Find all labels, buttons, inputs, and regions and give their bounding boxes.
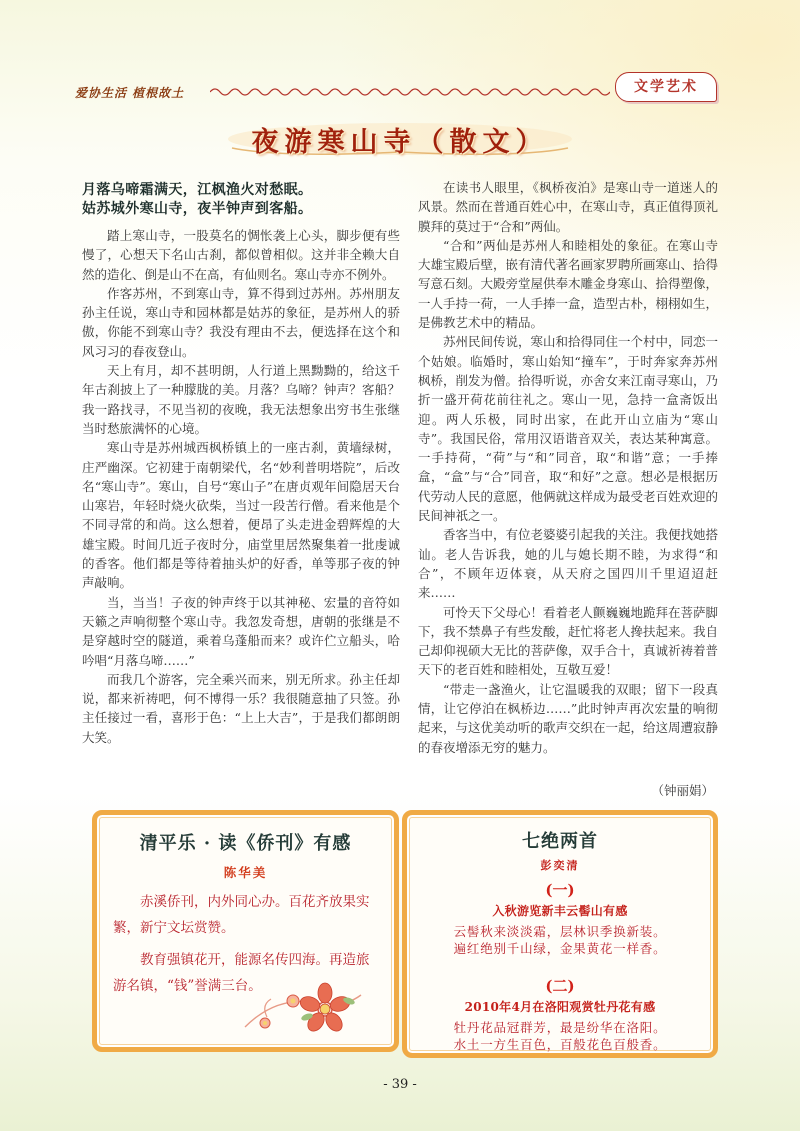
article-column-left [82,226,400,747]
paragraph: 踏上寒山寺，一股莫名的惆怅袭上心头，脚步便有些慢了，心想天下名山古刹，都似曾相似。这并非全赖大自然的造化、倒是山不在高，有仙则名。寒山寺亦不例外。 [82,228,400,282]
poem-line: 水土一方生百色，百般花色百般香。 [453,1037,667,1052]
paragraph: 作客苏州，不到寒山寺，算不得到过苏州。苏州朋友孙主任说，寒山寺和园林都是姑苏的象征，是苏州人的骄傲，你能不到寒山寺？我没有理由不去，便选择在这个和风习习的春夜登山。 [82,285,400,359]
paragraph: 在读书人眼里，《枫桥夜泊》是寒山寺一道迷人的风景。然而在普通百姓心中，在寒山寺，真正值得顶礼膜拜的莫过于“合和”两仙。 [418,180,719,234]
lead-poem [82,181,412,219]
poem-line: 云髻秋来淡淡霜，层林识季换新装。 [453,924,667,939]
poem-paragraph: 赤溪侨刊，内外同心办。百花齐放果实繁，新宁文坛赏赞。 [113,894,370,936]
box-author: 陈华美 [223,865,268,880]
paragraph: 可怜天下父母心！看着老人颤巍巍地跪拜在菩萨脚下，我不禁鼻子有些发酸，赶忙将老人搀扶起来。我自己却仰视硕大无比的菩萨像，双手合十，真诚祈祷着普天下的老百姓和睦相处，互敬互爱！ [418,604,719,678]
paragraph: “带走一盏渔火，让它温暖我的双眼；留下一段真情，让它停泊在枫桥边……”此时钟声再次宏量的响彻起来，与这优美动听的歌声交织在一起，给这周遭寂静的春夜增添无穷的魅力。 [418,681,719,755]
poem-subtitle: 2010年4月在洛阳观赏牡丹花有感 [464,1000,656,1014]
paragraph: 苏州民间传说，寒山和拾得同住一个村中，同恋一个姑娘。临婚时，寒山始知“撞车”，于时奔家奔苏州枫桥，削发为僧。拾得听说，亦舍女来江南寻寒山，乃折一盛开荷花前往礼之。寒山一见，急持一盒斋饭出迎。两人乐极，同时出家，在此开山立庙为“寒山寺”。我国民俗，常用汉语谐音双关，表达某种寓意。一手持荷，“荷”与“和”同音，取“和谐”意；一手捧盒，“盒”与“合”同音，取“和好”之意。想必是根据历代劳动人民的意愿，他俩就这样成为最受老百姓欢迎的民间神祇之一。 [418,334,719,524]
poem-line: 牡丹花品冠群芳，最是纷华在洛阳。 [453,1020,667,1035]
poem-number: (一) [545,881,575,899]
paragraph: 寒山寺是苏州城西枫桥镇上的一座古刹，黄墙绿树，庄严幽深。它初建于南朝梁代，名“妙利普明塔院”，后改名“寒山寺”。寒山，自号“寒山子”在唐贞观年间隐居天台山寒岩，年轻时烧火砍柴，当过一段苦行僧。看来他是个不同寻常的和尚。这么想着，便昂了头走进金碧辉煌的大雄宝殿。时间几近子夜时分，庙堂里居然聚集着一批虔诚的香客。他们都是等待着抽头炉的好香，单等那子夜的钟声敲响。 [82,440,400,591]
page-title: 夜游寒山寺（散文） [251,127,549,158]
section-tab: 文学艺术 [615,72,717,102]
flower-ornament-icon [237,965,367,1043]
paragraph: “合和”两仙是苏州人和睦相处的象征。在寒山寺大雄宝殿后壁，嵌有清代著名画家罗聘所画寒山、拾得写意石刻。大殿旁堂屋供奉木雕金身寒山、拾得塑像，一人手持一荷，一人手捧一盒，造型古朴，栩栩如生，是佛教艺术中的精品。 [418,237,719,331]
poem-paragraph: 教育强镇花开，能源名传四海。再造旅游名镇，“钱”誉满三台。 [113,952,370,994]
box-author: 彭奕清 [540,859,580,872]
article-column-right [418,178,718,757]
lead-poem-line: 姑苏城外寒山寺，夜半钟声到客船。 [82,201,313,217]
wave-divider-icon [210,86,610,98]
poem-box-left [92,810,399,1052]
header-slogan: 爱协生活 植根故土 [75,86,185,100]
paragraph: 当，当当！子夜的钟声终于以其神秘、宏量的音符如天籁之声响彻整个寒山寺。我忽发奇想，唐朝的张继是不是穿越时空的隧道，乘着乌蓬船而来？或许伫立船头，哈吟唱“月落乌啼……” [82,594,400,668]
page-number: - 39 - [383,1077,417,1092]
paragraph: 香客当中，有位老婆婆引起我的关注。我便找她搭讪。老人告诉我，她的儿与媳长期不睦，为求得“和合”，不顾年迈体衰，从天府之国四川千里迢迢赶来…… [418,527,719,601]
box-title: 清平乐 · 读《侨刊》有感 [139,833,352,854]
lead-poem-line: 月落乌啼霜满天，江枫渔火对愁眠。 [82,182,313,198]
poem-line: 遍红绝别千山绿，金果黄花一样香。 [453,941,667,956]
poem-box-right [402,810,718,1058]
article-author: （钟丽娟） [651,783,714,798]
paragraph: 而我几个游客，完全乘兴而来，别无所求。孙主任却说，都来祈祷吧，何不博得一乐？我很随意抽了只签。孙主任接过一看，喜形于色：“上上大吉”，于是我们都朗朗大笑。 [82,671,400,745]
paragraph: 天上有月，却不甚明朗，人行道上黑黝黝的，给这千年古刹披上了一种朦胧的美。月落？乌啼？钟声？客船？我一路找寻，不见当初的夜晚，我无法想象出穷书生张继当时愁旅满怀的心境。 [82,363,400,436]
poem-number: (二) [545,977,575,995]
box-title: 七绝两首 [522,831,598,852]
poem-subtitle: 入秋游览新丰云髻山有感 [492,904,628,918]
